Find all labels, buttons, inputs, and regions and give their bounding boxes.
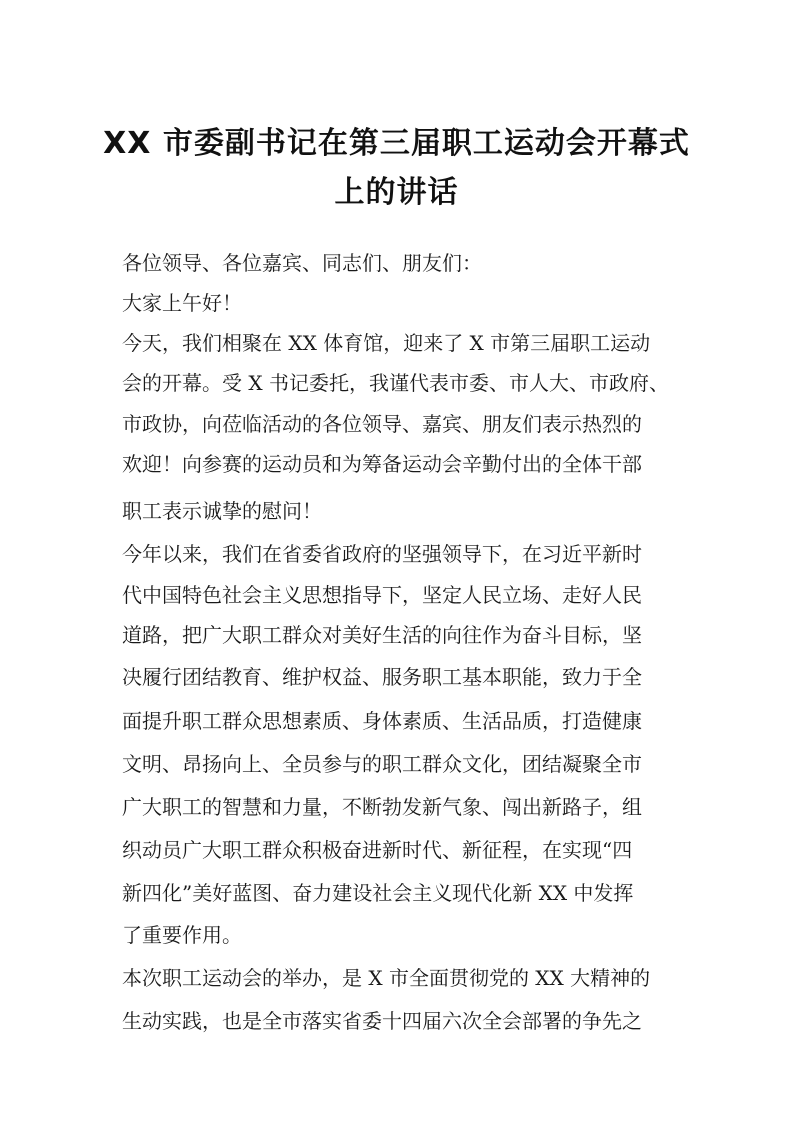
body-line: 今年以来，我们在省委省政府的坚强领导下，在习近平新时 xyxy=(122,542,642,566)
body-line: 本次职工运动会的举办，是 X 市全面贯彻党的 XX 大精神的 xyxy=(122,966,651,990)
body-line: 生动实践，也是全市落实省委十四届六次全会部署的争先之 xyxy=(122,1009,642,1033)
document-title-line-1: XX 市委副书记在第三届职工运动会开幕式 xyxy=(103,126,690,161)
document-title-line-2: 上的讲话 xyxy=(334,175,459,210)
body-line: 了重要作用。 xyxy=(122,923,242,947)
body-line: 决履行团结教育、维护权益、服务职工基本职能，致力于全 xyxy=(122,665,642,689)
body-line: 广大职工的智慧和力量，不断勃发新气象、闯出新路子，组 xyxy=(122,795,642,819)
body-line: 市政协，向莅临活动的各位领导、嘉宾、朋友们表示热烈的 xyxy=(122,412,642,436)
body-line: 大家上午好！ xyxy=(122,291,242,315)
body-line: 面提升职工群众思想素质、身体素质、生活品质，打造健康 xyxy=(122,709,642,733)
body-line: 欢迎！向参赛的运动员和为筹备运动会辛勤付出的全体干部 xyxy=(122,452,642,476)
body-line: 会的开幕。受 X 书记委托，我谨代表市委、市人大、市政府、 xyxy=(122,371,669,395)
body-line: 各位领导、各位嘉宾、同志们、朋友们： xyxy=(122,251,482,275)
body-line: 代中国特色社会主义思想指导下，坚定人民立场、走好人民 xyxy=(122,583,642,607)
body-line: 道路，把广大职工群众对美好生活的向往作为奋斗目标，坚 xyxy=(122,623,642,647)
body-line: 织动员广大职工群众积极奋进新时代、新征程，在实现“四 xyxy=(122,838,633,862)
body-line: 文明、昂扬向上、全员参与的职工群众文化，团结凝聚全市 xyxy=(122,752,642,776)
body-line: 职工表示诚挚的慰问！ xyxy=(122,499,322,523)
body-line: 今天，我们相聚在 XX 体育馆，迎来了 X 市第三届职工运动 xyxy=(122,331,651,355)
body-line: 新四化”美好蓝图、奋力建设社会主义现代化新 XX 中发挥 xyxy=(122,881,634,905)
